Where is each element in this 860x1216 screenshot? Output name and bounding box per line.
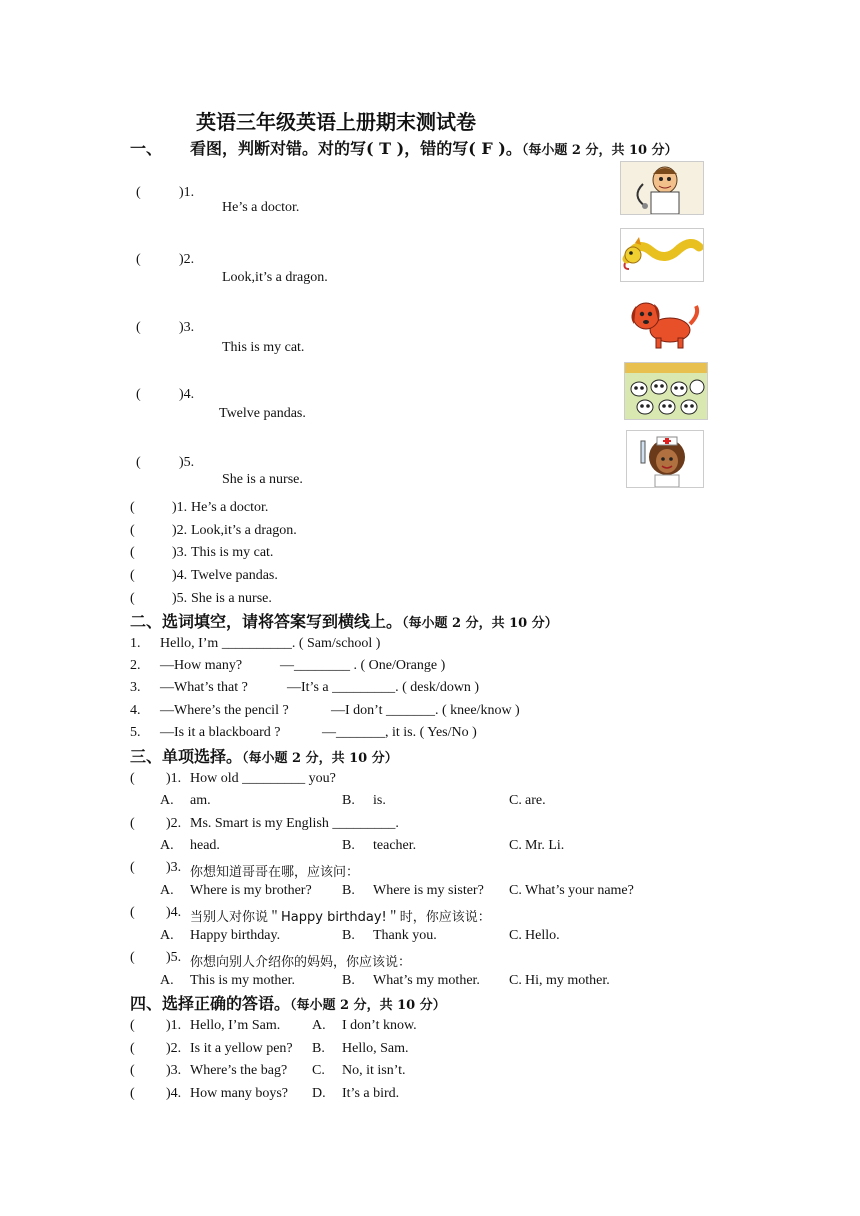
section1-note: （每小题 2 分，共 10 分） (521, 143, 678, 158)
bracket-open: ( (130, 950, 135, 965)
option-b: Where is my sister? (373, 883, 484, 898)
option-letter-b: B. (342, 793, 355, 808)
item-number: )4. (166, 1086, 182, 1101)
bracket-open: ( (130, 1041, 135, 1056)
item-text: Look,it’s a dragon. (222, 270, 328, 285)
item-number: )4. (172, 568, 188, 583)
answer-text: No, it isn’t. (342, 1063, 406, 1078)
option-letter-c: C. (509, 973, 522, 988)
item-text: Look,it’s a dragon. (191, 523, 297, 538)
item-number: )3. (172, 545, 188, 560)
option-b: is. (373, 793, 386, 808)
bracket-open: ( (130, 771, 135, 786)
bracket-open: ( (130, 545, 135, 560)
option-c: are. (525, 793, 546, 808)
section2-note: （每小题 2 分，共 10 分） (402, 616, 558, 631)
bracket-open: ( (136, 252, 141, 267)
option-b: Thank you. (373, 928, 437, 943)
item-number: )2. (172, 523, 188, 538)
item-number: 4. (130, 703, 141, 718)
item-number: )4. (166, 905, 182, 920)
item-question: Ms. Smart is my English _________. (190, 816, 399, 831)
section2-heading (130, 609, 558, 632)
item-answer-prompt: —It’s a _________. ( desk/down ) (287, 680, 480, 695)
option-letter-a: A. (160, 928, 174, 943)
item-text: This is my cat. (222, 340, 305, 355)
item-number: 5. (130, 725, 141, 740)
option-letter-b: B. (342, 883, 355, 898)
item-number: )1. (179, 185, 195, 200)
item-number: 3. (130, 680, 141, 695)
section3-heading (130, 744, 398, 767)
bracket-open: ( (136, 455, 141, 470)
option-letter-a: A. (160, 883, 174, 898)
option-c: Hi, my mother. (525, 973, 610, 988)
answer-letter: C. (312, 1063, 325, 1078)
option-a: This is my mother. (190, 973, 295, 988)
option-letter-c: C. (509, 883, 522, 898)
section4-note: （每小题 2 分，共 10 分） (290, 998, 446, 1013)
item-answer-prompt: —I don’t _______. ( knee/know ) (331, 703, 520, 718)
section2-heading-text: 二、选词填空，请将答案写到横线上。 (130, 612, 403, 631)
section1-heading-text: 看图，判断对错。对的写( T )，错的写( F )。 (190, 139, 522, 158)
item-number: )3. (166, 1063, 182, 1078)
dragon-image (620, 228, 704, 282)
section1-number: 一、 (130, 139, 163, 158)
item-question: 当别人对你说＂Happy birthday!＂时，你应该说： (190, 910, 491, 925)
option-c: Mr. Li. (525, 838, 565, 853)
doctor-image (620, 161, 704, 215)
answer-letter: A. (312, 1018, 326, 1033)
answer-letter: D. (312, 1086, 326, 1101)
dog-image (620, 294, 702, 352)
answer-text: It’s a bird. (342, 1086, 400, 1101)
option-c: Hello. (525, 928, 560, 943)
item-number: )1. (166, 1018, 182, 1033)
option-c: What’s your name? (525, 883, 634, 898)
item-question: —Where’s the pencil ? (160, 703, 289, 718)
item-number: )1. (172, 500, 188, 515)
option-b: What’s my mother. (373, 973, 480, 988)
option-a: Happy birthday. (190, 928, 281, 943)
bracket-open: ( (130, 1018, 135, 1033)
bracket-open: ( (130, 1086, 135, 1101)
item-question: Hello, I’m __________. ( Sam/school ) (160, 636, 381, 651)
item-question: 你想向别人介绍你的妈妈，你应该说： (190, 955, 412, 970)
item-question: 你想知道哥哥在哪，应该问： (190, 865, 360, 880)
item-question: —How many? (160, 658, 243, 673)
option-b: teacher. (373, 838, 417, 853)
option-letter-c: C. (509, 793, 522, 808)
item-question: —What’s that ? (160, 680, 248, 695)
pandas-image (624, 362, 708, 420)
answer-letter: B. (312, 1041, 325, 1056)
section1-heading (190, 136, 678, 159)
item-number: )5. (179, 455, 195, 470)
item-text: She is a nurse. (191, 591, 272, 606)
bracket-open: ( (130, 905, 135, 920)
page-title: 英语三年级英语上册期末测试卷 (196, 110, 476, 134)
item-number: 2. (130, 658, 141, 673)
option-letter-a: A. (160, 973, 174, 988)
item-text: He’s a doctor. (191, 500, 269, 515)
item-number: )2. (179, 252, 195, 267)
option-a: head. (190, 838, 220, 853)
answer-text: Hello, Sam. (342, 1041, 409, 1056)
section3-note: （每小题 2 分，共 10 分） (242, 751, 398, 766)
option-letter-b: B. (342, 973, 355, 988)
item-text: This is my cat. (191, 545, 274, 560)
section4-heading-text: 四、选择正确的答语。 (130, 994, 291, 1013)
section3-heading-text: 三、单项选择。 (130, 747, 243, 766)
bracket-open: ( (130, 500, 135, 515)
item-answer-prompt: —________ . ( One/Orange ) (280, 658, 446, 673)
option-letter-a: A. (160, 838, 174, 853)
item-question: —Is it a blackboard ? (160, 725, 281, 740)
item-number: )2. (166, 816, 182, 831)
section4-heading (130, 991, 446, 1014)
bracket-open: ( (130, 523, 135, 538)
answer-text: I don’t know. (342, 1018, 417, 1033)
bracket-open: ( (130, 1063, 135, 1078)
bracket-open: ( (130, 816, 135, 831)
option-a: Where is my brother? (190, 883, 312, 898)
item-number: )5. (172, 591, 188, 606)
item-answer-prompt: —_______, it is. ( Yes/No ) (322, 725, 477, 740)
item-number: 1. (130, 636, 141, 651)
item-number: )5. (166, 950, 182, 965)
item-text: He’s a doctor. (222, 200, 300, 215)
item-text: She is a nurse. (222, 472, 303, 487)
item-text: Twelve pandas. (219, 406, 306, 421)
option-letter-c: C. (509, 838, 522, 853)
item-number: )3. (166, 860, 182, 875)
item-question: Hello, I’m Sam. (190, 1018, 281, 1033)
bracket-open: ( (130, 860, 135, 875)
item-text: Twelve pandas. (191, 568, 278, 583)
option-letter-b: B. (342, 928, 355, 943)
option-letter-b: B. (342, 838, 355, 853)
option-a: am. (190, 793, 211, 808)
item-question: How old _________ you? (190, 771, 336, 786)
bracket-open: ( (130, 591, 135, 606)
item-number: )1. (166, 771, 182, 786)
item-number: )4. (179, 387, 195, 402)
item-question: How many boys? (190, 1086, 288, 1101)
option-letter-c: C. (509, 928, 522, 943)
item-question: Where’s the bag? (190, 1063, 288, 1078)
nurse-image (626, 430, 704, 488)
option-letter-a: A. (160, 793, 174, 808)
bracket-open: ( (136, 320, 141, 335)
bracket-open: ( (130, 568, 135, 583)
item-number: )3. (179, 320, 195, 335)
bracket-open: ( (136, 185, 141, 200)
item-question: Is it a yellow pen? (190, 1041, 293, 1056)
item-number: )2. (166, 1041, 182, 1056)
bracket-open: ( (136, 387, 141, 402)
